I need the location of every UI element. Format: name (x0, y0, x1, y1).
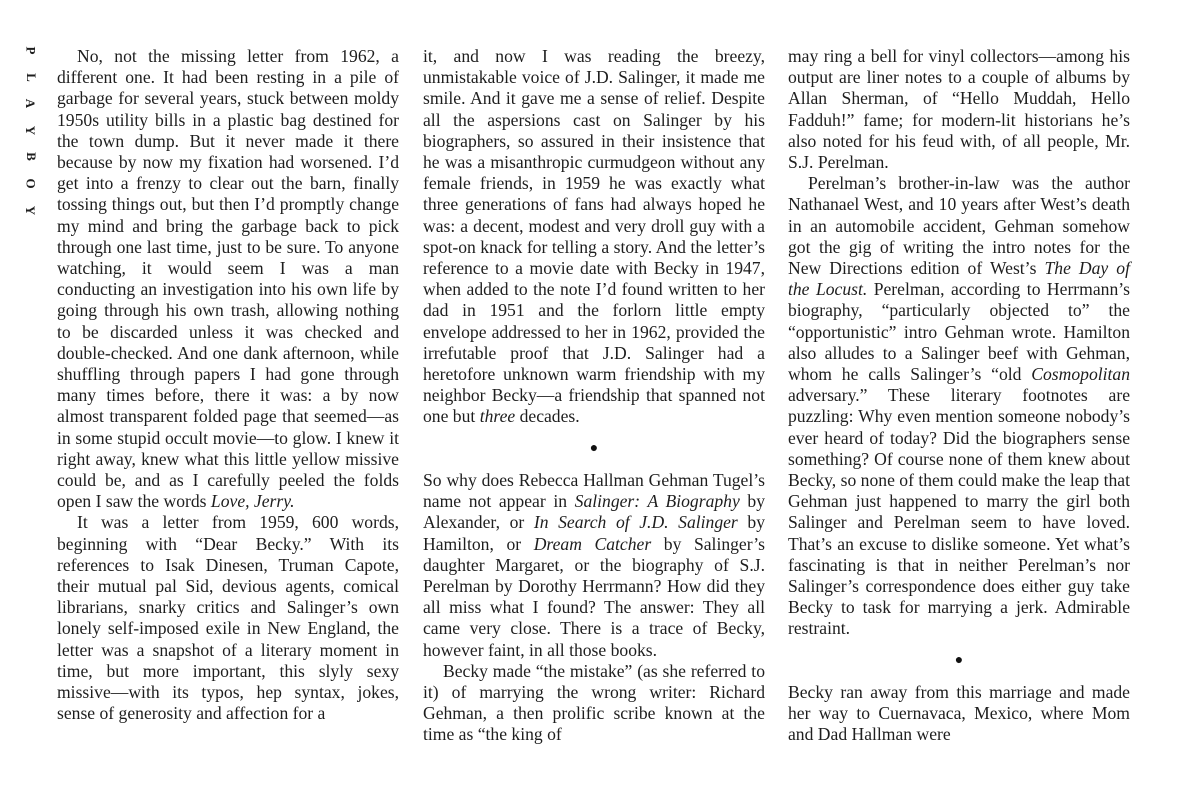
paragraph-text: by Alexander, or (423, 491, 765, 533)
italic-text: Love, Jerry. (210, 491, 295, 512)
magazine-masthead (18, 44, 44, 230)
text-column-1 (57, 46, 399, 725)
paragraph-text: by Salinger’s daughter Margaret, or the biography of S.J. Perelman by Dorothy Herrmann? How did they all miss what I found? The answer: They all came very close. There is a trace of Becky, however faint, in all those books. (423, 533, 765, 660)
paragraph-text: Perelman, according to Herrmann’s biography, “particularly objected to” the “opportunistic” intro Gehman wrote. Hamilton also alludes to a Salinger beef with Gehman, whom he calls Salinger’s “old (788, 279, 1130, 385)
paragraph (788, 173, 1130, 639)
masthead-letter: O (23, 178, 39, 189)
text-column-2 (423, 46, 765, 746)
paragraph: Becky made “the mistake” (as she referred to it) of marrying the wrong writer: Richard Gehman, a then prolific scribe known at the time as “the king of (423, 660, 765, 745)
italic-text: The Day of the Locust. (788, 258, 1130, 300)
masthead-letter: L (23, 72, 39, 82)
section-break-bullet: ● (954, 653, 964, 669)
italic-text: Salinger: A Biography (574, 491, 740, 512)
paragraph-text: decades. (515, 406, 580, 427)
paragraph (423, 470, 765, 661)
text-column-3 (788, 46, 1130, 746)
paragraph-text: adversary.” These literary footnotes are puzzling: Why even mention someone nobody’s ever heard of today? Did the biographers sense something? Of course none of them knew about Becky, so none of them could make the leap that Gehman just happened to marry the girl both Salinger and Perelman seem to have loved. That’s an excuse to dislike someone. Yet what’s fascinating is that in neither Perelman’s nor Salinger’s correspondence does either guy take Becky to task for marrying a jerk. Admirable restraint. (788, 385, 1130, 639)
masthead-letter: Y (23, 205, 39, 215)
paragraph (57, 46, 399, 512)
paragraph-text: Perelman’s brother-in-law was the author Nathanael West, and 10 years after West’s death in an automobile accident, Gehman somehow got the gig of writing the intro notes for the New Directions edition of West’s (788, 173, 1130, 279)
paragraph (423, 46, 765, 428)
paragraph: It was a letter from 1959, 600 words, beginning with “Dear Becky.” With its references to Isak Dinesen, Truman Capote, their mutual pal Sid, devious agents, comical librarians, snarky critics and Salinger’s own lonely self-imposed exile in New England, the letter was a snapshot of a literary moment in time, but more important, this slyly sexy missive—with its typos, hep syntax, jokes, sense of generosity and affection for a (57, 512, 399, 724)
masthead-letter: P (23, 46, 39, 55)
italic-text: In Search of J.D. Salinger (533, 512, 738, 533)
italic-text: three (479, 406, 516, 427)
paragraph: may ring a bell for vinyl collectors—among his output are liner notes to a couple of albums by Allan Sherman, of “Hello Muddah, Hello Fadduh!” fame; for modern-lit historians he’s also noted for his feud with, of all people, Mr. S.J. Perelman. (788, 46, 1130, 173)
masthead-letter: Y (23, 125, 39, 135)
masthead-letter: B (23, 152, 39, 162)
masthead-letter: A (23, 98, 39, 109)
paragraph-text: by Hamilton, or (423, 512, 766, 554)
italic-text: Cosmopolitan (1031, 364, 1130, 385)
paragraph: Becky ran away from this marriage and made her way to Cuernavaca, Mexico, where Mom and Dad Hallman were (788, 682, 1130, 745)
italic-text: Dream Catcher (533, 533, 652, 554)
paragraph-text: it, and now I was reading the breezy, unmistakable voice of J.D. Salinger, it made me smile. And it gave me a sense of relief. Despite all the aspersions cast on Salinger by his biographers, so assured in their insistence that he was a misanthropic curmudgeon without any female friends, in 1959 he was exactly what three generations of fans had always hoped he was: a decent, modest and very droll guy with a spot-on knack for telling a story. And the letter’s reference to a movie date with Becky in 1947, when added to the note I’d found written to her dad in 1951 and the forlorn little empty envelope addressed to her in 1962, provided the irrefutable proof that J.D. Salinger had a heretofore unknown warm friendship with my neighbor Becky—a friendship that spanned not one but (423, 46, 765, 427)
paragraph-text: No, not the missing letter from 1962, a different one. It had been resting in a pile of garbage for several years, stuck between moldy 1950s utility bills in a plastic bag destined for the town dump. But it never made it there because by now my fixation had worsened. I’d get into a frenzy to clear out the barn, finally tossing things out, but then I’d promptly change my mind and bring the garbage back to pick through one last time, just to be sure. To anyone watching, it would seem I was a man conducting an investigation into his own life by going through his own trash, allowing nothing to be discarded unless it was checked and double-checked. And one dank afternoon, while shuffling through papers I had gone through many times before, there it was: a by now almost transparent folded page that seemed—as in some stupid occult movie—to glow. I knew it right away, knew what this little yellow missive could be, and as I carefully peeled the folds open I saw the words (57, 46, 399, 512)
paragraph-text: So why does Rebecca Hallman Gehman Tugel’s name not appear in (423, 470, 765, 512)
section-break-bullet: ● (589, 441, 599, 457)
